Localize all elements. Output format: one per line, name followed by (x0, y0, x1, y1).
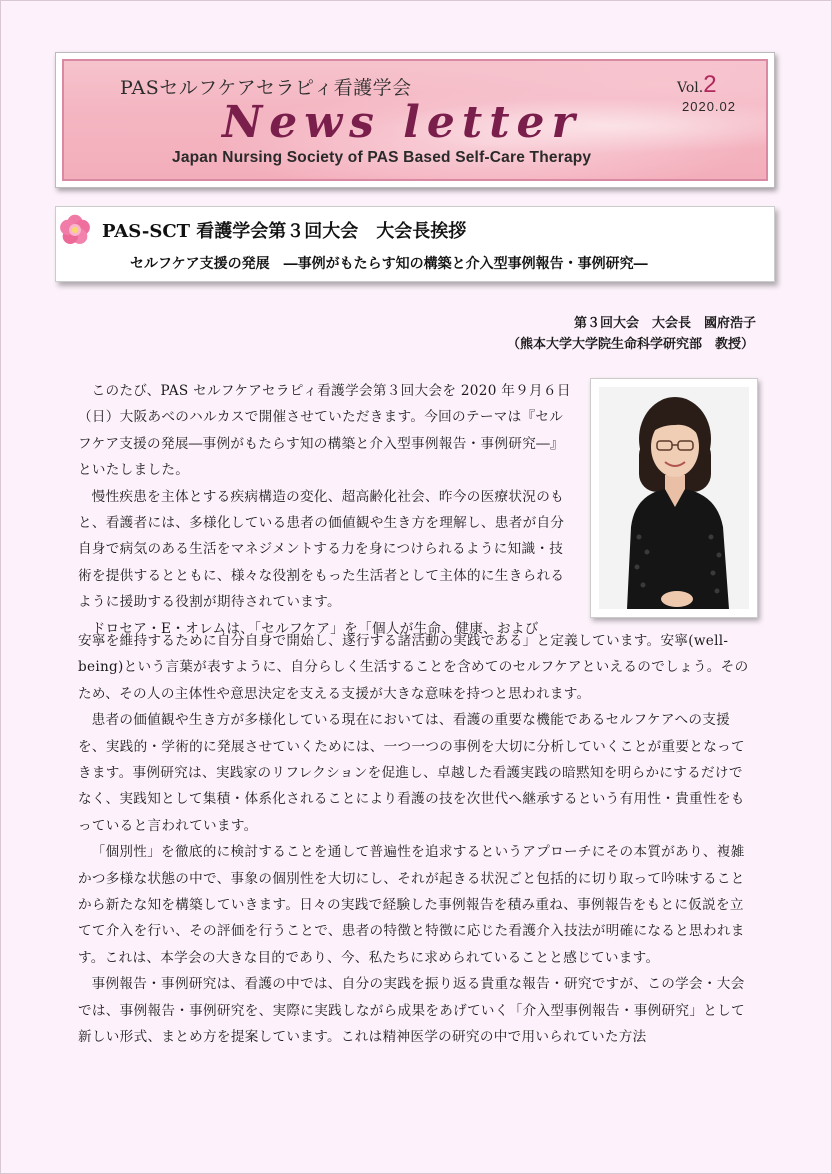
pink-flower-icon (58, 213, 92, 247)
banner-org-name: PASセルフケアセラピィ看護学会 (120, 77, 412, 99)
paragraph-continuation: 安寧を維持するために自分自身で開始し、遂行する諸活動の実践である」と定義しています。安寧(well-being)という言葉が表すように、自分らしく生活することを含めてのセルフケアといえるのでしょう。そのため、その人の主体性や意思決定を支える支援が大きな意味を持つと思われます。 (78, 633, 749, 702)
paragraph: 「個別性」を徹底的に検討することを通して普遍性を追求するというアプローチにその本質があり、複雑かつ多様な状態の中で、事象の個別性を大切にし、それが起きる状況ごと包括的に切り取って吟味することから新たな知を構築していきます。日々の実践で経験した事例報告を積み重ね、事例報告をもとに仮説を立てて介入を行い、その評価を行うことで、患者の特徴と特徴に応じた看護介入技法が明確になると思われます。これは、本学会の大きな目的であり、今、私たちに求められていることと感じています。 (78, 844, 745, 966)
paragraph: ドロセア・E・オレムは、「セルフケア」を「個人が生命、健康、および (91, 620, 539, 637)
body-text-wide (78, 628, 754, 1051)
portrait-photo (599, 387, 749, 609)
issue-date: 2020.02 (682, 99, 736, 114)
banner-subtitle: Japan Nursing Society of PAS Based Self-Care Therapy (172, 149, 592, 166)
paragraph: 慢性疾患を主体とする疾病構造の変化、超高齢化社会、昨今の医療状況のもと、看護者には、多様化している患者の価値観や生き方を理解し、患者が自分自身で病気のある生活をマネジメントする力を身につけられるように知識・技術を提供するとともに、様々な役割をもった生活者として主体的に生きられるように援助する役割が期待されています。 (78, 488, 565, 611)
body-text-narrow (78, 378, 576, 642)
section-title: PAS-SCT 看護学会第３回大会 大会長挨拶 (102, 221, 467, 242)
newsletter-banner (55, 52, 775, 188)
banner-rose-background (62, 59, 768, 181)
author-affiliation: （熊本大学大学院生命科学研究部 教授） (506, 337, 754, 352)
paragraph: 患者の価値観や生き方が多様化している現在においては、看護の重要な機能であるセルフケアへの支援を、実践的・学術的に発展させていくためには、一つ一つの事例を大切に分析していくことが重要となってきます。事例研究は、実践家のリフレクションを促進し、卓越した看護実践の暗黙知を明らかにするだけでなく、実践知として集積・体系化されることにより看護の技を次世代へ継承するという有用性・貴重性をもっていると言われています。 (78, 712, 745, 834)
section-subtitle: セルフケア支援の発展 ―事例がもたらす知の構築と介入型事例報告・事例研究― (130, 256, 648, 272)
portrait-photo-frame (590, 378, 758, 618)
paragraph: 事例報告・事例研究は、看護の中では、自分の実践を振り返る貴重な報告・研究ですが、この学会・大会では、事例報告・事例研究を、実際に実践しながら成果をあげていく「介入型事例報告・事例研究」として新しい形式、まとめ方を提案しています。これは精神医学の研究の中で用いられていた方法 (78, 976, 745, 1046)
paragraph: このたび、PAS セルフケアセラピィ看護学会第３回大会を 2020 年９月６日（日）大阪あべのハルカスで開催させていただきます。今回のテーマは『セルフケア支援の発展―事例がもたらす知の構築と介入型事例報告・事例研究―』といたしました。 (78, 383, 571, 479)
vol-number: 2 (703, 71, 717, 98)
banner-title: News letter (222, 97, 582, 148)
portrait-illustration (599, 387, 749, 609)
vol-prefix: Vol. (677, 80, 704, 96)
author-name: 第３回大会 大会長 國府浩子 (573, 316, 756, 331)
section-heading-box (55, 206, 775, 282)
volume-label (677, 71, 717, 99)
